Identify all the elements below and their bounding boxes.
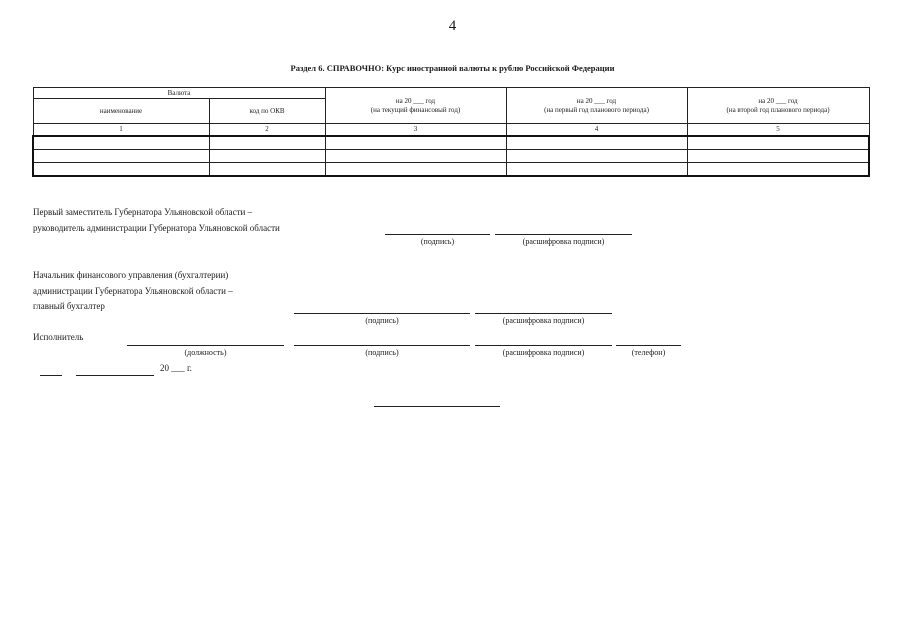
first-deputy-line-2: руководитель администрации Губернатора Ульяновской области: [33, 222, 280, 233]
period-header-3: [687, 88, 869, 124]
finance-head-line-3: главный бухгалтер: [33, 301, 105, 311]
col-number-3: 3: [325, 124, 506, 137]
finance-head-title: [33, 268, 233, 315]
col-name-header: наименование: [33, 99, 209, 124]
period-year-3: на 20 ___ год: [758, 97, 798, 106]
col-number-2: 2: [209, 124, 325, 137]
footer-separator: [374, 406, 500, 407]
date-year: 20 ___ г.: [160, 363, 192, 373]
currency-header: Валюта: [33, 88, 325, 99]
first-deputy-title: [33, 205, 280, 236]
page-number: 4: [448, 18, 457, 34]
table-row: [33, 163, 869, 177]
col-number-5: 5: [687, 124, 869, 137]
signature-caption: (подпись): [365, 348, 399, 357]
signature-line: [385, 234, 490, 235]
signature-caption: (подпись): [420, 237, 455, 246]
period-label-1: (на текущий финансовый год): [370, 105, 461, 114]
period-year-2: на 20 ___ год: [576, 97, 617, 106]
period-label-3: (на второй год планового периода): [726, 105, 830, 114]
currency-rate-table: [32, 87, 870, 177]
first-deputy-line-1: Первый заместитель Губернатора Ульяновской области –: [33, 207, 253, 217]
table-row: [33, 136, 869, 150]
col-number-1: 1: [33, 124, 209, 137]
period-header-1: [325, 88, 506, 124]
date-month-line: [76, 375, 154, 376]
col-code-header: код по ОКВ: [209, 99, 325, 124]
position-line: [127, 345, 284, 346]
date-day-line: [40, 375, 62, 376]
signature-line: [294, 313, 470, 314]
period-header-2: [506, 88, 687, 124]
executor-label: Исполнитель: [33, 332, 84, 342]
table-row: [33, 150, 869, 163]
phone-line: [616, 345, 681, 346]
signature-line: [294, 345, 470, 346]
decoding-caption: (расшифровка подписи): [522, 237, 605, 246]
section-title: Раздел 6. СПРАВОЧНО: Курс иностранной валюты к рублю Российской Федерации: [290, 63, 615, 73]
decoding-line: [475, 345, 612, 346]
finance-head-line-1: Начальник финансового управления (бухгалтерии): [33, 270, 229, 280]
position-caption: (должность): [184, 348, 227, 357]
phone-caption: (телефон): [631, 348, 666, 357]
period-year-1: на 20 ___ год: [395, 97, 436, 106]
finance-head-line-2: администрации Губернатора Ульяновской области –: [33, 285, 233, 296]
decoding-line: [495, 234, 632, 235]
decoding-caption: (расшифровка подписи): [502, 348, 585, 357]
signature-caption: (подпись): [365, 316, 399, 325]
period-label-2: (на первый год планового периода): [544, 105, 649, 114]
decoding-line: [475, 313, 612, 314]
col-number-4: 4: [506, 124, 687, 137]
decoding-caption: (расшифровка подписи): [502, 316, 585, 325]
